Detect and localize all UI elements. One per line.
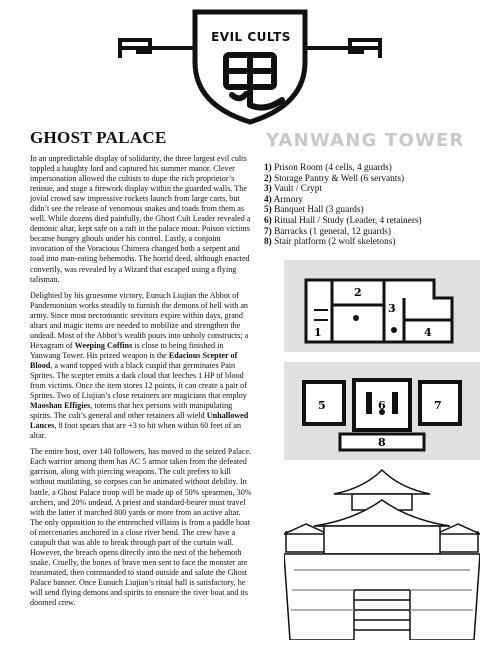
item-unhallowed-lances: Unhallowed Lances <box>30 411 249 431</box>
legend-number: 3) <box>264 184 272 195</box>
text-run: Delighted by his gruesome victory, Eunuch Liujian the Abbot of Pandemonium works steadily to furnish the demons of hell with an army. Since most necromantic servitors expire within days, grand altars and magic items are needed to mobilize and strengthen the undead. Most of the Abbot’s wealth pours into unholy constructs; a Hexagram of <box>30 290 249 350</box>
text-run: is close to being finished in Yanwang Tower. His prized weapon is the <box>30 340 224 360</box>
text-run: , a wand topped with a black cuspid that germinates Pain Sprites. The scepter emits a dark cloud that leeches 1 HP of blood from victims. Once the item stores 12 points, it can create a pair of Sprites. Two of Liujian’s close retainers are magicians that employ <box>30 360 247 401</box>
map-label-3: 3 <box>388 302 396 315</box>
tower-maps <box>284 260 480 644</box>
article-paragraph-2 <box>30 291 252 442</box>
legend-number: 6) <box>264 215 272 226</box>
header-banner <box>0 0 500 130</box>
legend-item <box>264 184 474 195</box>
item-edacious-scepter: Edacious Scepter of Blood <box>30 350 238 370</box>
legend-text: Barracks (1 general, 12 guards) <box>274 226 392 237</box>
item-weeping-coffins: Weeping Coffins <box>74 340 133 350</box>
map-label-6: 6 <box>378 399 386 412</box>
tower-title: YANWANG TOWER <box>266 130 465 151</box>
item-maoshan-effigies: Maoshan Effigies <box>30 401 91 411</box>
text-run: , totems that hex persons with manipulating spirits. The cult’s general and other retainers all wield <box>30 401 233 421</box>
legend-text: Prison Room (4 cells, 4 guards) <box>274 163 392 173</box>
emblem-title: EVIL CULTS <box>211 30 291 44</box>
legend-item <box>264 163 474 174</box>
legend-number: 4) <box>264 194 272 205</box>
legend-number: 1) <box>264 163 272 173</box>
legend-text: Stair platform (2 wolf skeletons) <box>274 237 396 248</box>
legend-number: 7) <box>264 226 272 237</box>
legend-item <box>264 174 474 185</box>
article-column <box>30 128 252 614</box>
legend-item <box>264 237 474 248</box>
map-label-8: 8 <box>378 436 386 449</box>
legend-text: Ritual Hall / Study (Leader, 4 retainers) <box>274 215 422 226</box>
legend-item <box>264 216 474 227</box>
legend-text: Vault / Crypt <box>273 184 322 195</box>
evil-cults-emblem-icon <box>0 0 500 130</box>
legend-item <box>264 205 474 216</box>
legend-item <box>264 227 474 238</box>
map-label-1: 1 <box>314 326 322 339</box>
text-run: , 8 foot spears that are +3 to hit when within 60 feet of an altar. <box>30 421 242 441</box>
article-paragraph-3: The entire host, over 140 followers, has moved to the seized Palace. Each warrior among them has AC 5 armor taken from the defeated garrison, along with piercing weapons. The cult prefers to kill without mutilating, so corpses can be animated without debility. In battle, a Ghost Palace troop will be made up of 50% spearmen, 30% archers, and 20% undead. A priest and standard-bearer must travel with the latter if marched 800 yards or more from an active altar. The only opposition to the entrenched villains is from a paddle boat of mercenaries anchored in a close river bend. The crew have a catapult that was able to break through part of the curtain wall. However, the breach opens directly into the nest of the behemoth snake. Cruelly, the bones of brave men sent to face the monster are reanimated, then commanded to stand outside and salute the Ghost Palace banner. Once Eunuch Liujian’s ritual hall is satisfactory, he will send flying demons and spirits to ensnare the river boat and its doomed crew. <box>30 447 252 608</box>
map-label-4: 4 <box>424 326 432 339</box>
upper-floor-plan <box>284 260 480 352</box>
legend-text: Banquet Hall (3 guards) <box>274 205 364 216</box>
legend-text: Armory <box>273 194 303 205</box>
legend-number: 2) <box>264 173 272 184</box>
map-label-7: 7 <box>434 399 442 412</box>
legend-item <box>264 195 474 206</box>
article-paragraph-1: In an unpredictable display of solidarity, the three largest evil cults toppled a haughty lord and captured his summer manor. Clever impersonation allowed the cultists to dupe the rich proprietor’s retinue, and stage a firework display within the guarded walls. The jovial crowd saw impressive rockets launch from large carts, but didn’t see the release of venomous snakes and toads from them as well. While dozens died painfully, the Ghost Cult Leader revealed a demonic altar, kept safe on a raft in the palace moat. Poison victims became hungry ghouls under his control. Lastly, a conjoint invocation of the Voracious Chimera changed both a serpent and toad into man-eating behemoths. The horrid deed, although enacted convertly, was revealed by a Wizard that escaped using a flying talisman. <box>30 154 251 284</box>
tower-column <box>264 128 474 248</box>
article-title: GHOST PALACE <box>30 128 167 147</box>
legend-text: Storage Pantry & Well (6 servants) <box>274 173 405 184</box>
room-legend <box>264 163 474 248</box>
floor-plan-svg <box>284 260 480 640</box>
palace-illustration <box>284 470 480 640</box>
map-label-5: 5 <box>318 399 326 412</box>
legend-number: 5) <box>264 205 272 216</box>
legend-number: 8) <box>264 237 272 248</box>
map-label-2: 2 <box>354 286 362 299</box>
lower-floor-plan <box>284 362 480 460</box>
